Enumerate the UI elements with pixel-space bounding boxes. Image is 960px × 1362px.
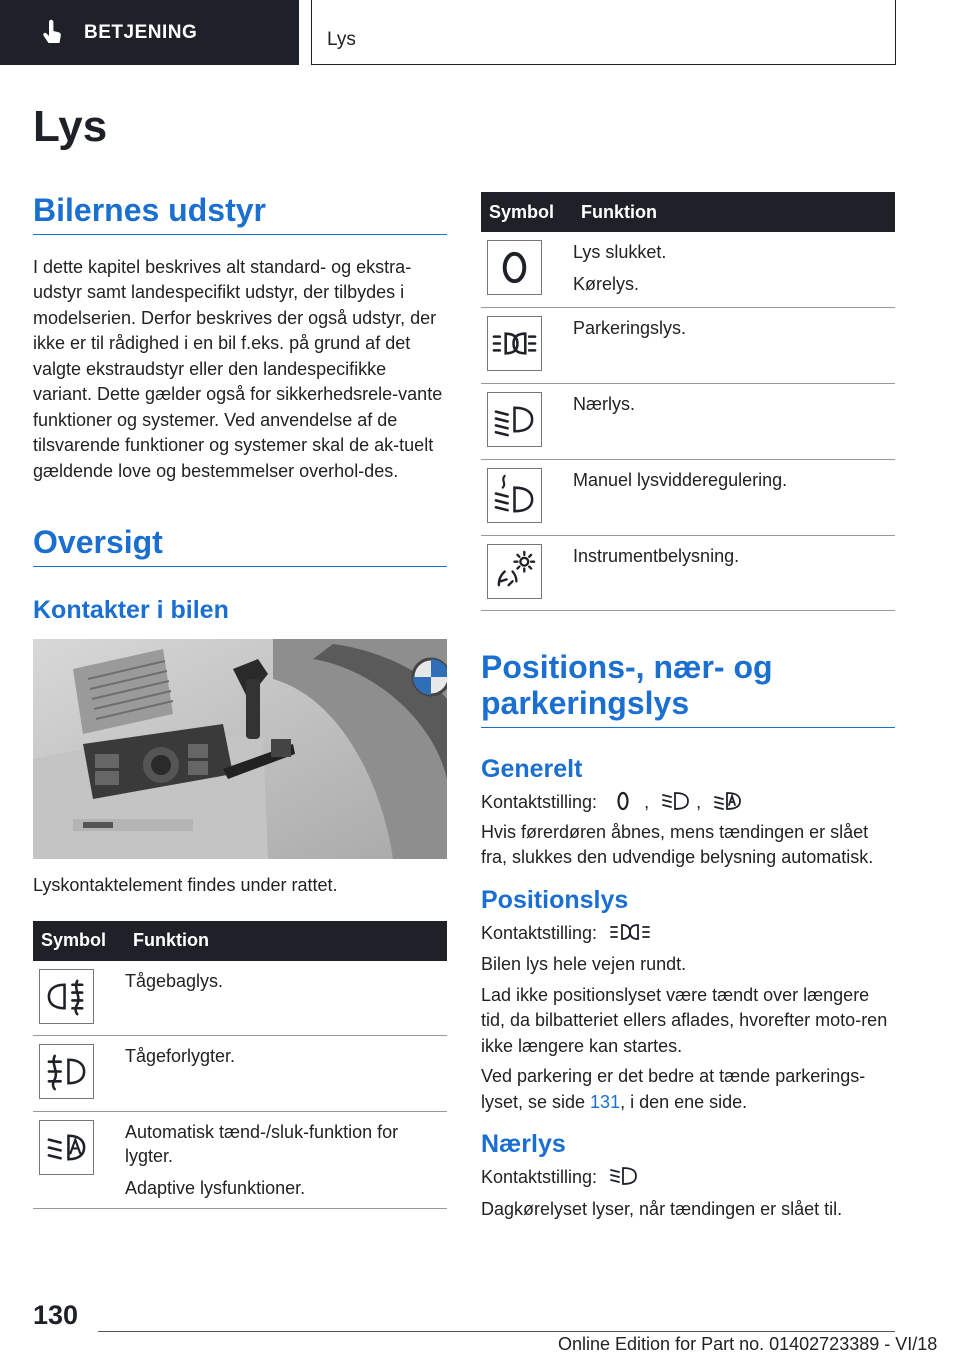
breadcrumb <box>311 0 896 65</box>
hand-pointer-icon <box>40 19 64 47</box>
symbol-table-left <box>33 921 447 1210</box>
breadcrumb-label: Lys <box>327 29 356 50</box>
photo-caption: Lyskontaktelement findes under rattet. <box>33 875 338 896</box>
heading-kontakter: Kontakter i bilen <box>33 596 229 625</box>
kontaktstilling-label: Kontaktstilling: <box>481 922 598 943</box>
column-header-function: Funktion <box>573 192 895 232</box>
kontaktstilling-naerlys <box>481 1165 895 1191</box>
auto-headlight-icon <box>43 1124 90 1171</box>
rear-fog-light-icon <box>43 973 90 1020</box>
parking-light-icon <box>608 921 652 943</box>
function-text: Tågebaglys. <box>125 970 224 991</box>
kontaktstilling-generelt: Kontaktstilling: , , <box>481 790 895 816</box>
column-header-symbol: Symbol <box>33 921 125 961</box>
low-beam-icon <box>660 790 690 812</box>
page-link-131[interactable]: 131 <box>590 1091 621 1112</box>
function-text: Lys slukket. <box>573 242 667 262</box>
positionslys-text-3: Ved parkering er det bedre at tænde parkerings-lyset, se side 131, i den ene side. <box>481 1066 866 1112</box>
lights-off-icon <box>608 790 638 812</box>
section-label: BETJENING <box>84 21 198 43</box>
dashboard-light-switch-photo <box>33 639 447 859</box>
udstyr-paragraph: I dette kapitel beskrives alt standard- og ekstra-udstyr samt landespecifikt udstyr, der tilbydes i modelserien. Derfor beskrives der også udstyr, der ikke er til rådighed i en bil f.eks. på grund af det valgte ekstraudstyr eller den landespecifikke variant. Dette gælder også for sikkerhedsrele-vante funktioner og systemer. Ved anvendelse af de tilsvarende funktioner og systemer skal de ak-tuelt gældende love og bestemmelser overhol-des. <box>33 256 443 481</box>
function-text: Tågeforlygter. <box>125 1046 236 1067</box>
low-beam-icon <box>608 1165 638 1187</box>
function-text: Nærlys. <box>573 393 635 414</box>
front-fog-light-icon <box>43 1048 90 1095</box>
section-tab <box>0 0 299 65</box>
low-beam-icon <box>491 396 538 443</box>
heading-positions: Positions-, nær- og parkeringslys <box>481 649 895 729</box>
naerlys-text: Dagkørelyset lyser, når tændingen er slået til. <box>481 1198 843 1219</box>
auto-headlight-icon <box>712 790 742 812</box>
page-title: Lys <box>33 102 108 151</box>
heading-naerlys: Nærlys <box>481 1130 566 1159</box>
edition-note: Online Edition for Part no. 01402723389 - VI/18 <box>558 1334 938 1354</box>
heading-udstyr: Bilernes udstyr <box>33 192 447 235</box>
headlight-range-control-icon <box>491 472 538 519</box>
column-header-symbol: Symbol <box>481 192 573 232</box>
lights-off-icon <box>491 244 538 291</box>
heading-positionslys: Positionslys <box>481 885 629 914</box>
function-text: Parkeringslys. <box>573 317 687 338</box>
function-text: Automatisk tænd-/sluk-funktion for lygter. <box>125 1122 399 1167</box>
function-text: Manuel lysvidderegulering. <box>573 469 788 490</box>
table-row <box>33 1112 447 1209</box>
page-number: 130 <box>33 1300 79 1330</box>
table-row <box>481 232 895 307</box>
heading-oversigt: Oversigt <box>33 524 447 567</box>
left-column <box>33 192 447 1209</box>
parking-light-icon <box>491 320 538 367</box>
column-header-function: Funktion <box>125 921 447 961</box>
table-row <box>481 535 895 610</box>
kontaktstilling-label: Kontaktstilling: <box>481 1167 598 1188</box>
function-text: Kørelys. <box>573 274 640 294</box>
table-row <box>481 383 895 459</box>
function-text: Instrumentbelysning. <box>573 545 740 566</box>
footer-divider <box>98 1331 895 1332</box>
kontaktstilling-positionslys <box>481 921 895 947</box>
generelt-paragraph: Hvis førerdøren åbnes, mens tændingen er slået fra, slukkes den udvendige belysning automatisk. <box>481 821 874 868</box>
positionslys-text-1: Bilen lys hele vejen rundt. <box>481 954 687 975</box>
symbol-table-right <box>481 192 895 611</box>
function-text: Adaptive lysfunktioner. <box>125 1178 306 1199</box>
table-row <box>481 307 895 383</box>
kontaktstilling-label: Kontaktstilling: <box>481 792 598 813</box>
instrument-lighting-icon <box>491 548 538 595</box>
table-row <box>481 459 895 535</box>
right-column <box>481 192 895 1222</box>
table-row <box>33 1036 447 1112</box>
table-row <box>33 961 447 1036</box>
positionslys-text-2: Lad ikke positionslyset være tændt over længere tid, da bilbatteriet ellers aflades, hvorefter moto-ren ikke længere kan startes. <box>481 984 888 1056</box>
heading-generelt: Generelt <box>481 755 583 784</box>
